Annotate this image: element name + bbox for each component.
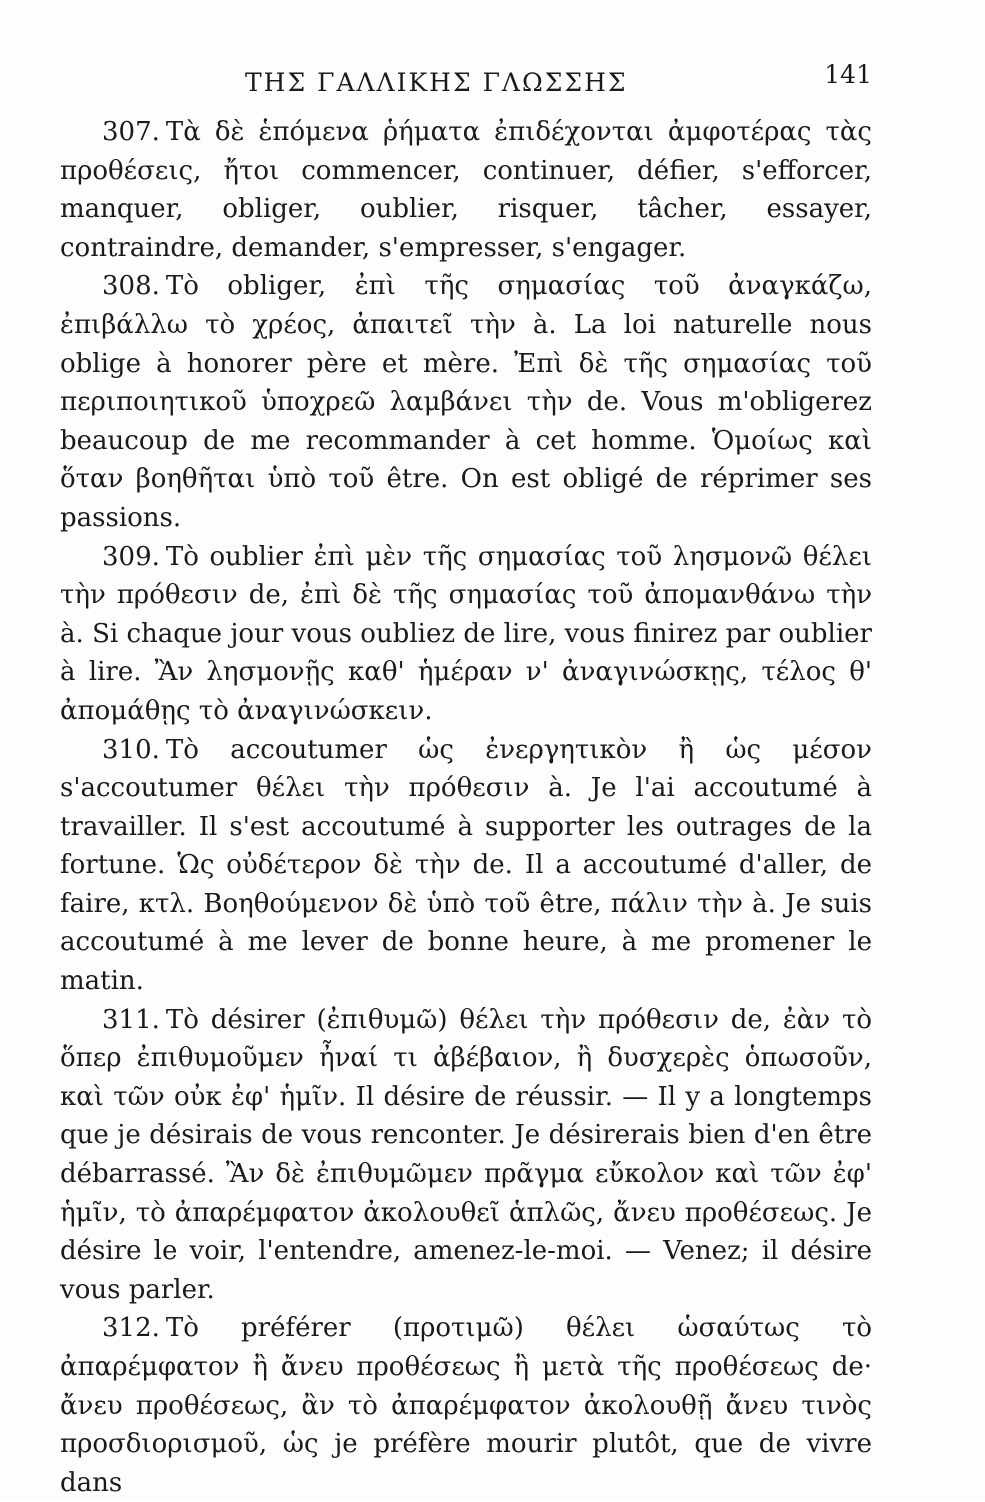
paragraph-text: Τὸ désirer (ἐπιθυμῶ) θέλει τὴν πρόθεσιν de, ἐὰν τὸ ὅπερ ἐπιθυμοῦμεν ἦναί τι ἀβέβαιον, ἢ δυσχερὲς ὁπωσοῦν, καὶ τῶν οὐκ ἐφ' ἡμῖν. Il désire de réussir. — Il y a longtemps que je désirais de vous renconter. Je désirerais bien d'en être débarrassé. Ἂν δὲ ἐπιθυμῶμεν πρᾶγμα εὔκολον καὶ τῶν ἐφ' ἡμῖν, τὸ ἀπαρέμφατον ἀκολουθεῖ ἁπλῶς, ἄνευ προθέσεως. Je désire le voir, l'entendre, amenez-le-moi. — Venez; il désire vous parler. [60, 1004, 872, 1305]
paragraph-number: 310. [102, 734, 160, 765]
paragraph-text: Τὰ δὲ ἑπόμενα ῥήματα ἐπιδέχονται ἀμφοτέρας τὰς προθέσεις, ἤτοι commencer, continuer, défier, s'efforcer, manquer, obliger, oublier, risquer, tâcher, essayer, contraindre, demander, s'empresser, s'engager. [60, 117, 872, 263]
body-text [60, 113, 872, 1502]
paragraph-number: 309. [102, 541, 160, 572]
paragraph-text: Τὸ obliger, ἐπὶ τῆς σημασίας τοῦ ἀναγκάζω, ἐπιβάλλω τὸ χρέος, ἀπαιτεῖ τὴν à. La loi naturelle nous oblige à honorer père et mère. Ἐπὶ δὲ τῆς σημασίας τοῦ περιποιητικοῦ ὑποχρεῶ λαμβάνει τὴν de. Vous m'obligerez beaucoup de me recommander à cet homme. Ὁμοίως καὶ ὅταν βοηθῆται ὑπὸ τοῦ être. On est obligé de réprimer ses passions. [60, 271, 872, 533]
paragraph-text: Τὸ préférer (προτιμῶ) θέλει ὡσαύτως τὸ ἀπαρέμφατον ἢ ἄνευ προθέσεως ἢ μετὰ τῆς προθέσεως de· ἄνευ προθέσεως, ἂν τὸ ἀπαρέμφατον ἀκολουθῇ ἄνευ τινὸς προσδιορισμοῦ, ὡς je préfère mourir plutôt, que de vivre dans [60, 1313, 872, 1498]
paragraph-number: 308. [102, 271, 160, 302]
paragraph-text: Τὸ oublier ἐπὶ μὲν τῆς σημασίας τοῦ λησμονῶ θέλει τὴν πρόθεσιν de, ἐπὶ δὲ τῆς σημασίας τοῦ ἀπομανθάνω τὴν à. Si chaque jour vous oubliez de lire, vous finirez par oublier à lire. Ἂν λησμονῇς καθ' ἡμέραν ν' ἀναγινώσκῃς, τέλος θ' ἀπομάθῃς τὸ ἀναγινώσκειν. [60, 541, 872, 726]
page-header [90, 60, 890, 110]
paragraph-number: 312. [102, 1313, 160, 1344]
paragraph-text: Τὸ accoutumer ὡς ἐνεργητικὸν ἢ ὡς μέσον s'accoutumer θέλει τὴν πρόθεσιν à. Je l'ai accoutumé à travailler. Il s'est accoutumé à supporter les outrages de la fortune. Ὡς οὐδέτερον δὲ τὴν de. Il a accoutumé d'aller, de faire, κτλ. Βοηθούμενον δὲ ὑπὸ τοῦ être, πάλιν τὴν à. Je suis accoutumé à me lever de bonne heure, à me promener le matin. [60, 734, 872, 997]
paragraph-309 [60, 538, 872, 731]
paragraph-310 [60, 731, 872, 1001]
paragraph-number: 307. [102, 117, 160, 147]
paragraph-311 [60, 1001, 872, 1310]
running-title: ΤΗΣ ΓΑΛΛΙΚΗΣ ΓΛΩΣΣΗΣ [245, 68, 628, 97]
page-number: 141 [824, 60, 872, 89]
paragraph-307 [60, 113, 872, 267]
paragraph-308 [60, 267, 872, 537]
paragraph-number: 311. [102, 1004, 160, 1035]
paragraph-312 [60, 1309, 872, 1502]
